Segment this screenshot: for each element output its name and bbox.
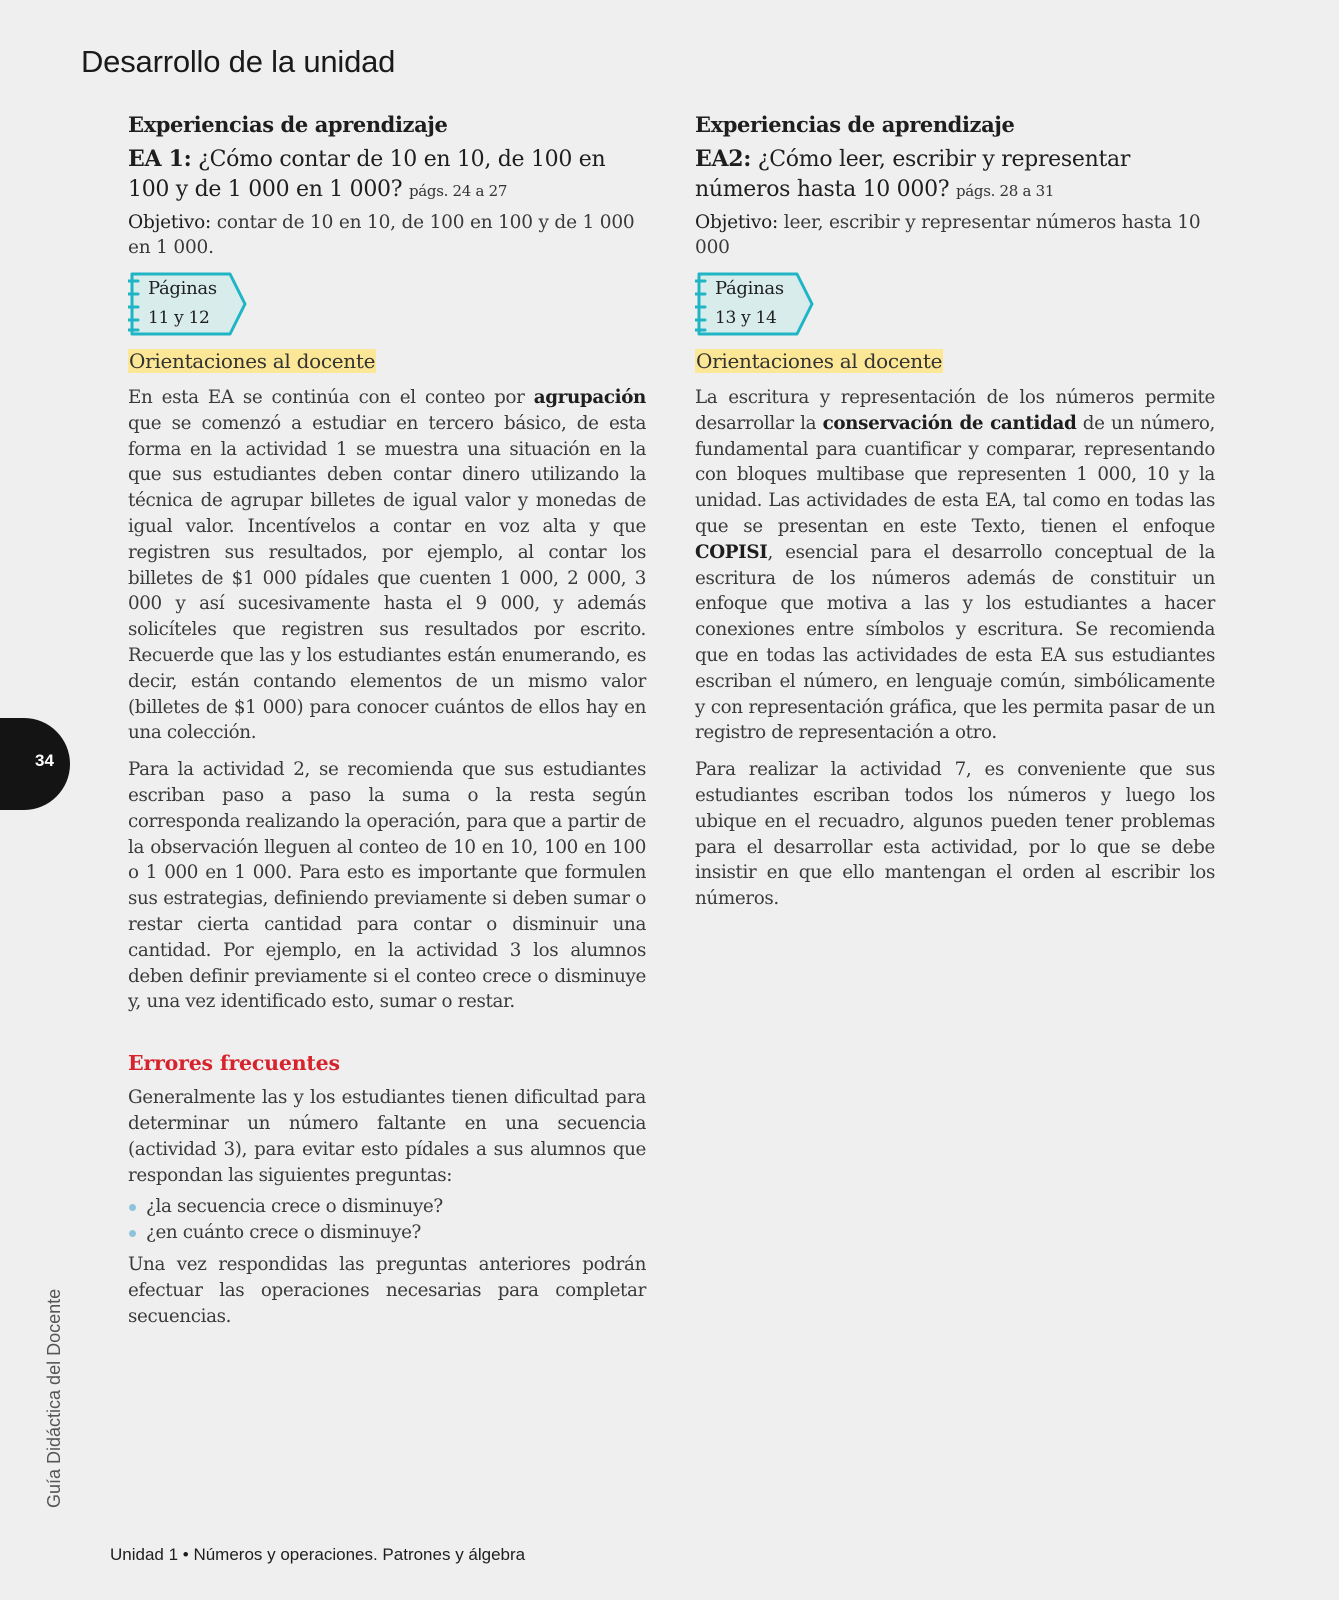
ea-pages: págs. 28 a 31 (955, 182, 1055, 200)
paragraph: Generalmente las y los estudiantes tienen dificultad para determinar un número faltante en una secuencia (actividad 3), para evitar esto pídales a sus alumnos que respondan las siguientes preguntas: (128, 1087, 646, 1186)
left-column (128, 112, 646, 1329)
text-run: que se comenzó a estudiar en tercero básico, de esta forma en la actividad 1 se muestra una situación en la que sus estudiantes deben contar dinero utilizando la técnica de agrupar billetes de igual valor y monedas de igual valor. Incentívelos a contar en voz alta y que registren sus resultados, por ejemplo, al contar los billetes de $1 000 pídales que cuenten 1 000, 2 000, 3 000 y así sucesivamente hasta el 9 000, y además solicíteles que registren sus resultados por escrito. Recuerde que las y los estudiantes están enumerando, es decir, están contando elementos de un mismo valor (billetes de $1 000) para conocer cuántos de ellos hay en una colección. (128, 412, 646, 744)
objective (128, 210, 646, 260)
ea-title (128, 144, 646, 206)
tag-label: Páginas (148, 278, 217, 299)
paragraph: Una vez respondidas las preguntas anteriores podrán efectuar las operaciones necesarias para completar secuencias. (128, 1253, 646, 1327)
tag-label: Páginas (715, 278, 784, 299)
bold-term: agrupación (533, 387, 646, 408)
paragraph (695, 385, 1215, 746)
right-column (695, 112, 1215, 912)
bold-term: conservación de cantidad (822, 412, 1077, 434)
pages-tag (695, 271, 815, 337)
objective-text: leer, escribir y representar números hasta 10 000 (695, 212, 1201, 258)
paragraph: Para realizar la actividad 7, es conveniente que sus estudiantes escriban todos los números y luego los ubique en el recuadro, algunos pueden tener problemas para el desarrollar esta actividad, por lo que se debe insistir en que ello mantengan el orden al escribir los números. (695, 759, 1215, 910)
pages-tag (128, 271, 248, 337)
paragraph (128, 385, 646, 746)
ea-label: EA2: (695, 146, 752, 172)
paragraph: Para la actividad 2, se recomienda que sus estudiantes escriban paso a paso la suma o la resta según corresponda realizando la operación, para que a partir de la observación lleguen al conteo de 10 en 10, 100 en 100 o 1 000 en 1 000. Para esto es importante que formulen sus estrategias, definiendo previamente si deben sumar o restar cierta cantidad para contar o disminuir una cantidad. Por ejemplo, en la actividad 3 los alumnos deben definir previamente si el conteo crece o disminuye y, una vez identificado esto, sumar o restar. (128, 759, 646, 1013)
bullet-list (128, 1194, 646, 1246)
orientaciones-heading: Orientaciones al docente (696, 349, 943, 373)
text-run: La escritura y representación de los números permite desarrollar la (695, 387, 1215, 434)
ea-label: EA 1: (128, 146, 192, 172)
tag-pages: 13 y 14 (715, 308, 777, 328)
text-run: de un número, fundamental para cuantificar y comparar, representando con bloques multibase que representen 1 000, 10 y la unidad. Las actividades de esta EA, tal como en todas las que se presentan en este Texto, tienen el enfoque (695, 412, 1215, 537)
section-heading: Experiencias de aprendizaje (695, 112, 1015, 137)
bold-term: COPISI (695, 541, 768, 563)
ea-question: ¿Cómo contar de 10 en 10, de 100 en 100 y de 1 000 en 1 000? (128, 147, 606, 202)
orientaciones-heading: Orientaciones al docente (129, 349, 376, 373)
page-number-tab (0, 718, 70, 810)
objective-label: Objetivo: (128, 212, 212, 233)
text-run: En esta EA se continúa con el conteo por (128, 387, 534, 408)
errores-heading: Errores frecuentes (128, 1051, 340, 1076)
ea-title (695, 144, 1215, 206)
vertical-guide-label: Guía Didáctica del Docente (44, 1288, 64, 1508)
ea-question: ¿Cómo leer, escribir y representar números hasta 10 000? (695, 147, 1131, 202)
list-item: ¿la secuencia crece o disminuye? (128, 1194, 646, 1220)
objective-label: Objetivo: (695, 212, 779, 233)
ea-pages: págs. 24 a 27 (408, 182, 508, 200)
objective-text: contar de 10 en 10, de 100 en 100 y de 1 000 en 1 000. (128, 212, 635, 258)
text-run: , esencial para el desarrollo conceptual de la escritura de los números además de constituir un enfoque que motiva a las y los estudiantes a hacer conexiones entre símbolos y escritura. Se recomienda que en todas las actividades de esta EA sus estudiantes escriban el número, en lenguaje común, simbólicamente y con representación gráfica, que les permita pasar de un registro de representación a otro. (695, 541, 1215, 744)
tag-pages: 11 y 12 (148, 308, 210, 328)
objective (695, 210, 1215, 260)
page-number: 34 (35, 751, 54, 770)
page-title: Desarrollo de la unidad (81, 44, 396, 79)
list-item: ¿en cuánto crece o disminuye? (128, 1220, 646, 1246)
footer-unit-label: Unidad 1 • Números y operaciones. Patrones y álgebra (110, 1545, 526, 1564)
section-heading: Experiencias de aprendizaje (128, 112, 448, 137)
